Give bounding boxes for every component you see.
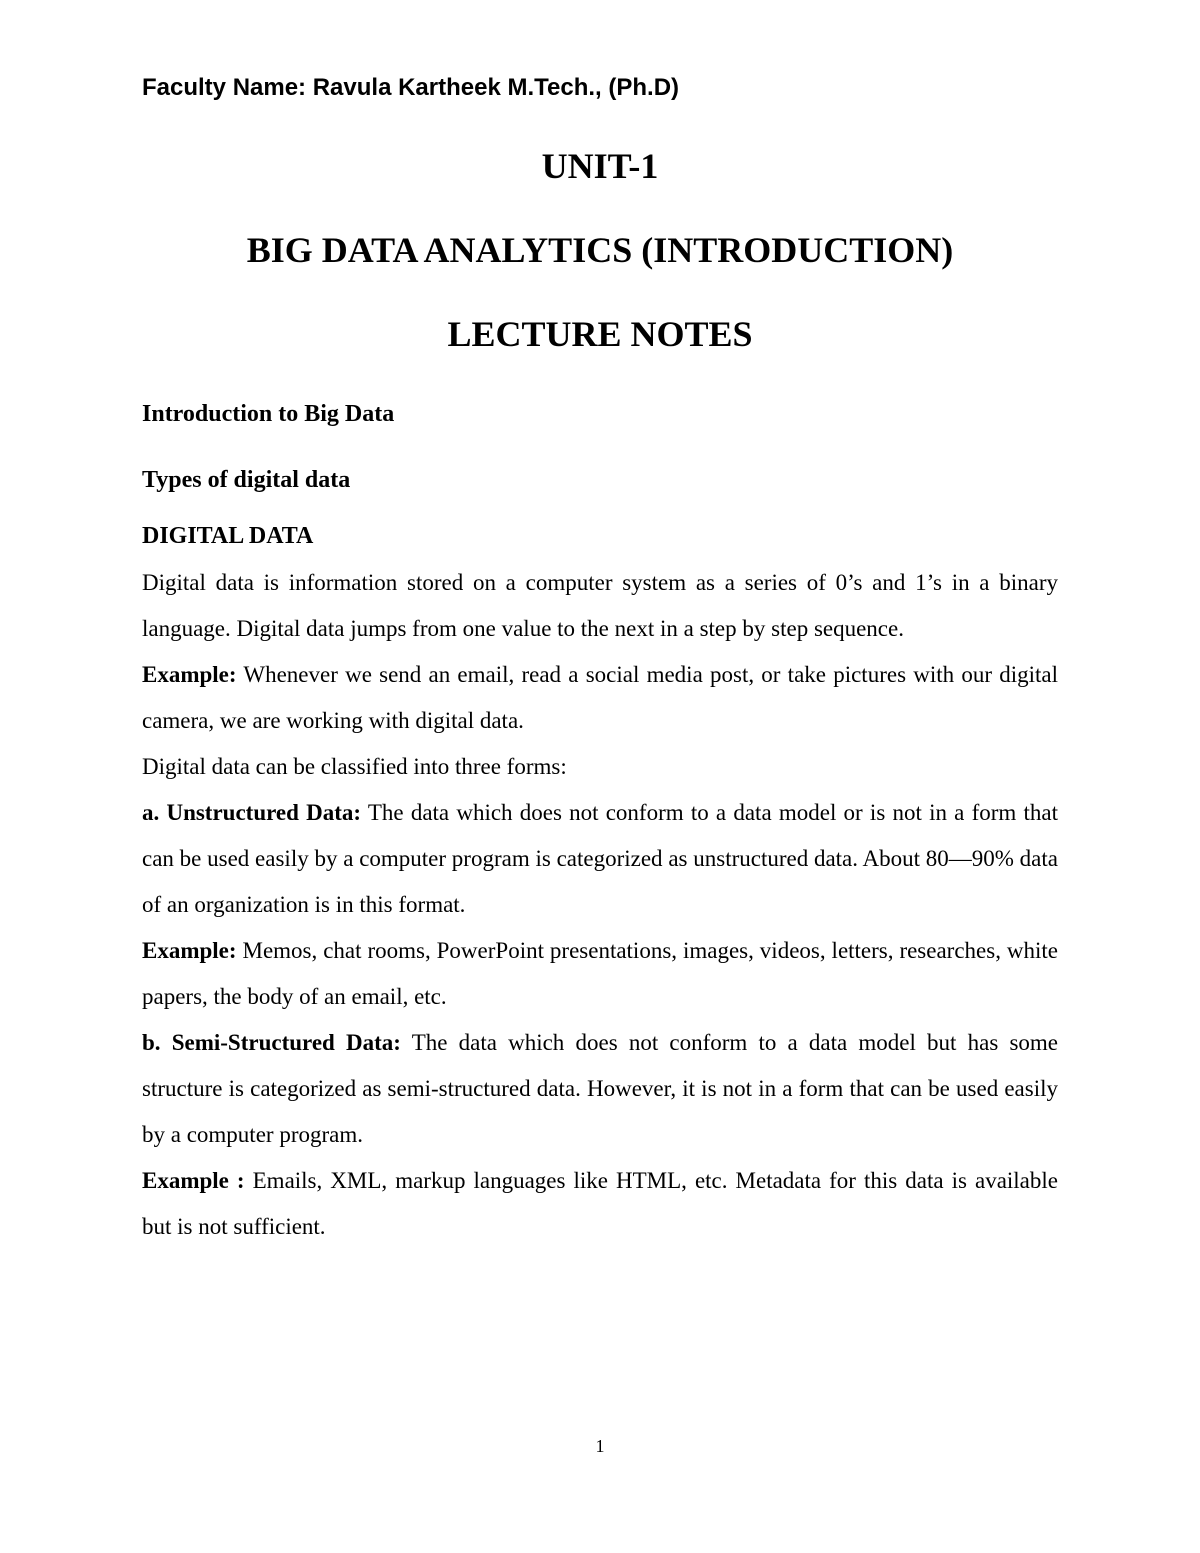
course-title: BIG DATA ANALYTICS (INTRODUCTION) bbox=[246, 230, 954, 270]
example-text: Whenever we send an email, read a social media post, or take pictures with our digital camera, we are working with digital data. bbox=[142, 662, 1058, 733]
semi-structured-text: The data which does not conform to a data model but has some structure is categorized as semi-structured data. However, it is not in a form that can be used easily by a computer program. bbox=[142, 1030, 1058, 1147]
paragraph-unstructured bbox=[142, 790, 1058, 928]
example-label: Example: bbox=[142, 938, 237, 963]
heading-types-of-digital-data: Types of digital data bbox=[142, 467, 351, 493]
heading-introduction: Introduction to Big Data bbox=[142, 401, 395, 427]
example-text: Memos, chat rooms, PowerPoint presentations, images, videos, letters, researches, white papers, the body of an email, etc. bbox=[142, 938, 1058, 1009]
paragraph-example-2 bbox=[142, 928, 1058, 1020]
paragraph-digital-definition: Digital data is information stored on a computer system as a series of 0’s and 1’s in a binary language. Digital data jumps from one value to the next in a step by step sequence. bbox=[142, 570, 1058, 641]
semi-structured-label: b. Semi-Structured Data: bbox=[142, 1030, 401, 1055]
page-number: 1 bbox=[595, 1436, 605, 1456]
paragraph-classified: Digital data can be classified into three forms: bbox=[142, 754, 567, 779]
paragraph-example-1 bbox=[142, 652, 1058, 744]
unstructured-label: a. Unstructured Data: bbox=[142, 800, 362, 825]
example-text: Emails, XML, markup languages like HTML, etc. Metadata for this data is available but is not sufficient. bbox=[142, 1168, 1058, 1239]
body-text bbox=[142, 560, 1058, 1250]
example-label: Example: bbox=[142, 662, 237, 687]
paragraph-semi-structured bbox=[142, 1020, 1058, 1158]
faculty-name-header: Faculty Name: Ravula Kartheek M.Tech., (Ph.D) bbox=[142, 74, 680, 101]
unit-title: UNIT-1 bbox=[541, 146, 659, 186]
heading-digital-data: DIGITAL DATA bbox=[142, 523, 314, 549]
example-label: Example : bbox=[142, 1168, 245, 1193]
unstructured-text: The data which does not conform to a data model or is not in a form that can be used easily by a computer program is categorized as unstructured data. About 80—90% data of an organization is in this format. bbox=[142, 800, 1058, 917]
lecture-notes-title: LECTURE NOTES bbox=[447, 314, 753, 354]
paragraph-example-3 bbox=[142, 1158, 1058, 1250]
